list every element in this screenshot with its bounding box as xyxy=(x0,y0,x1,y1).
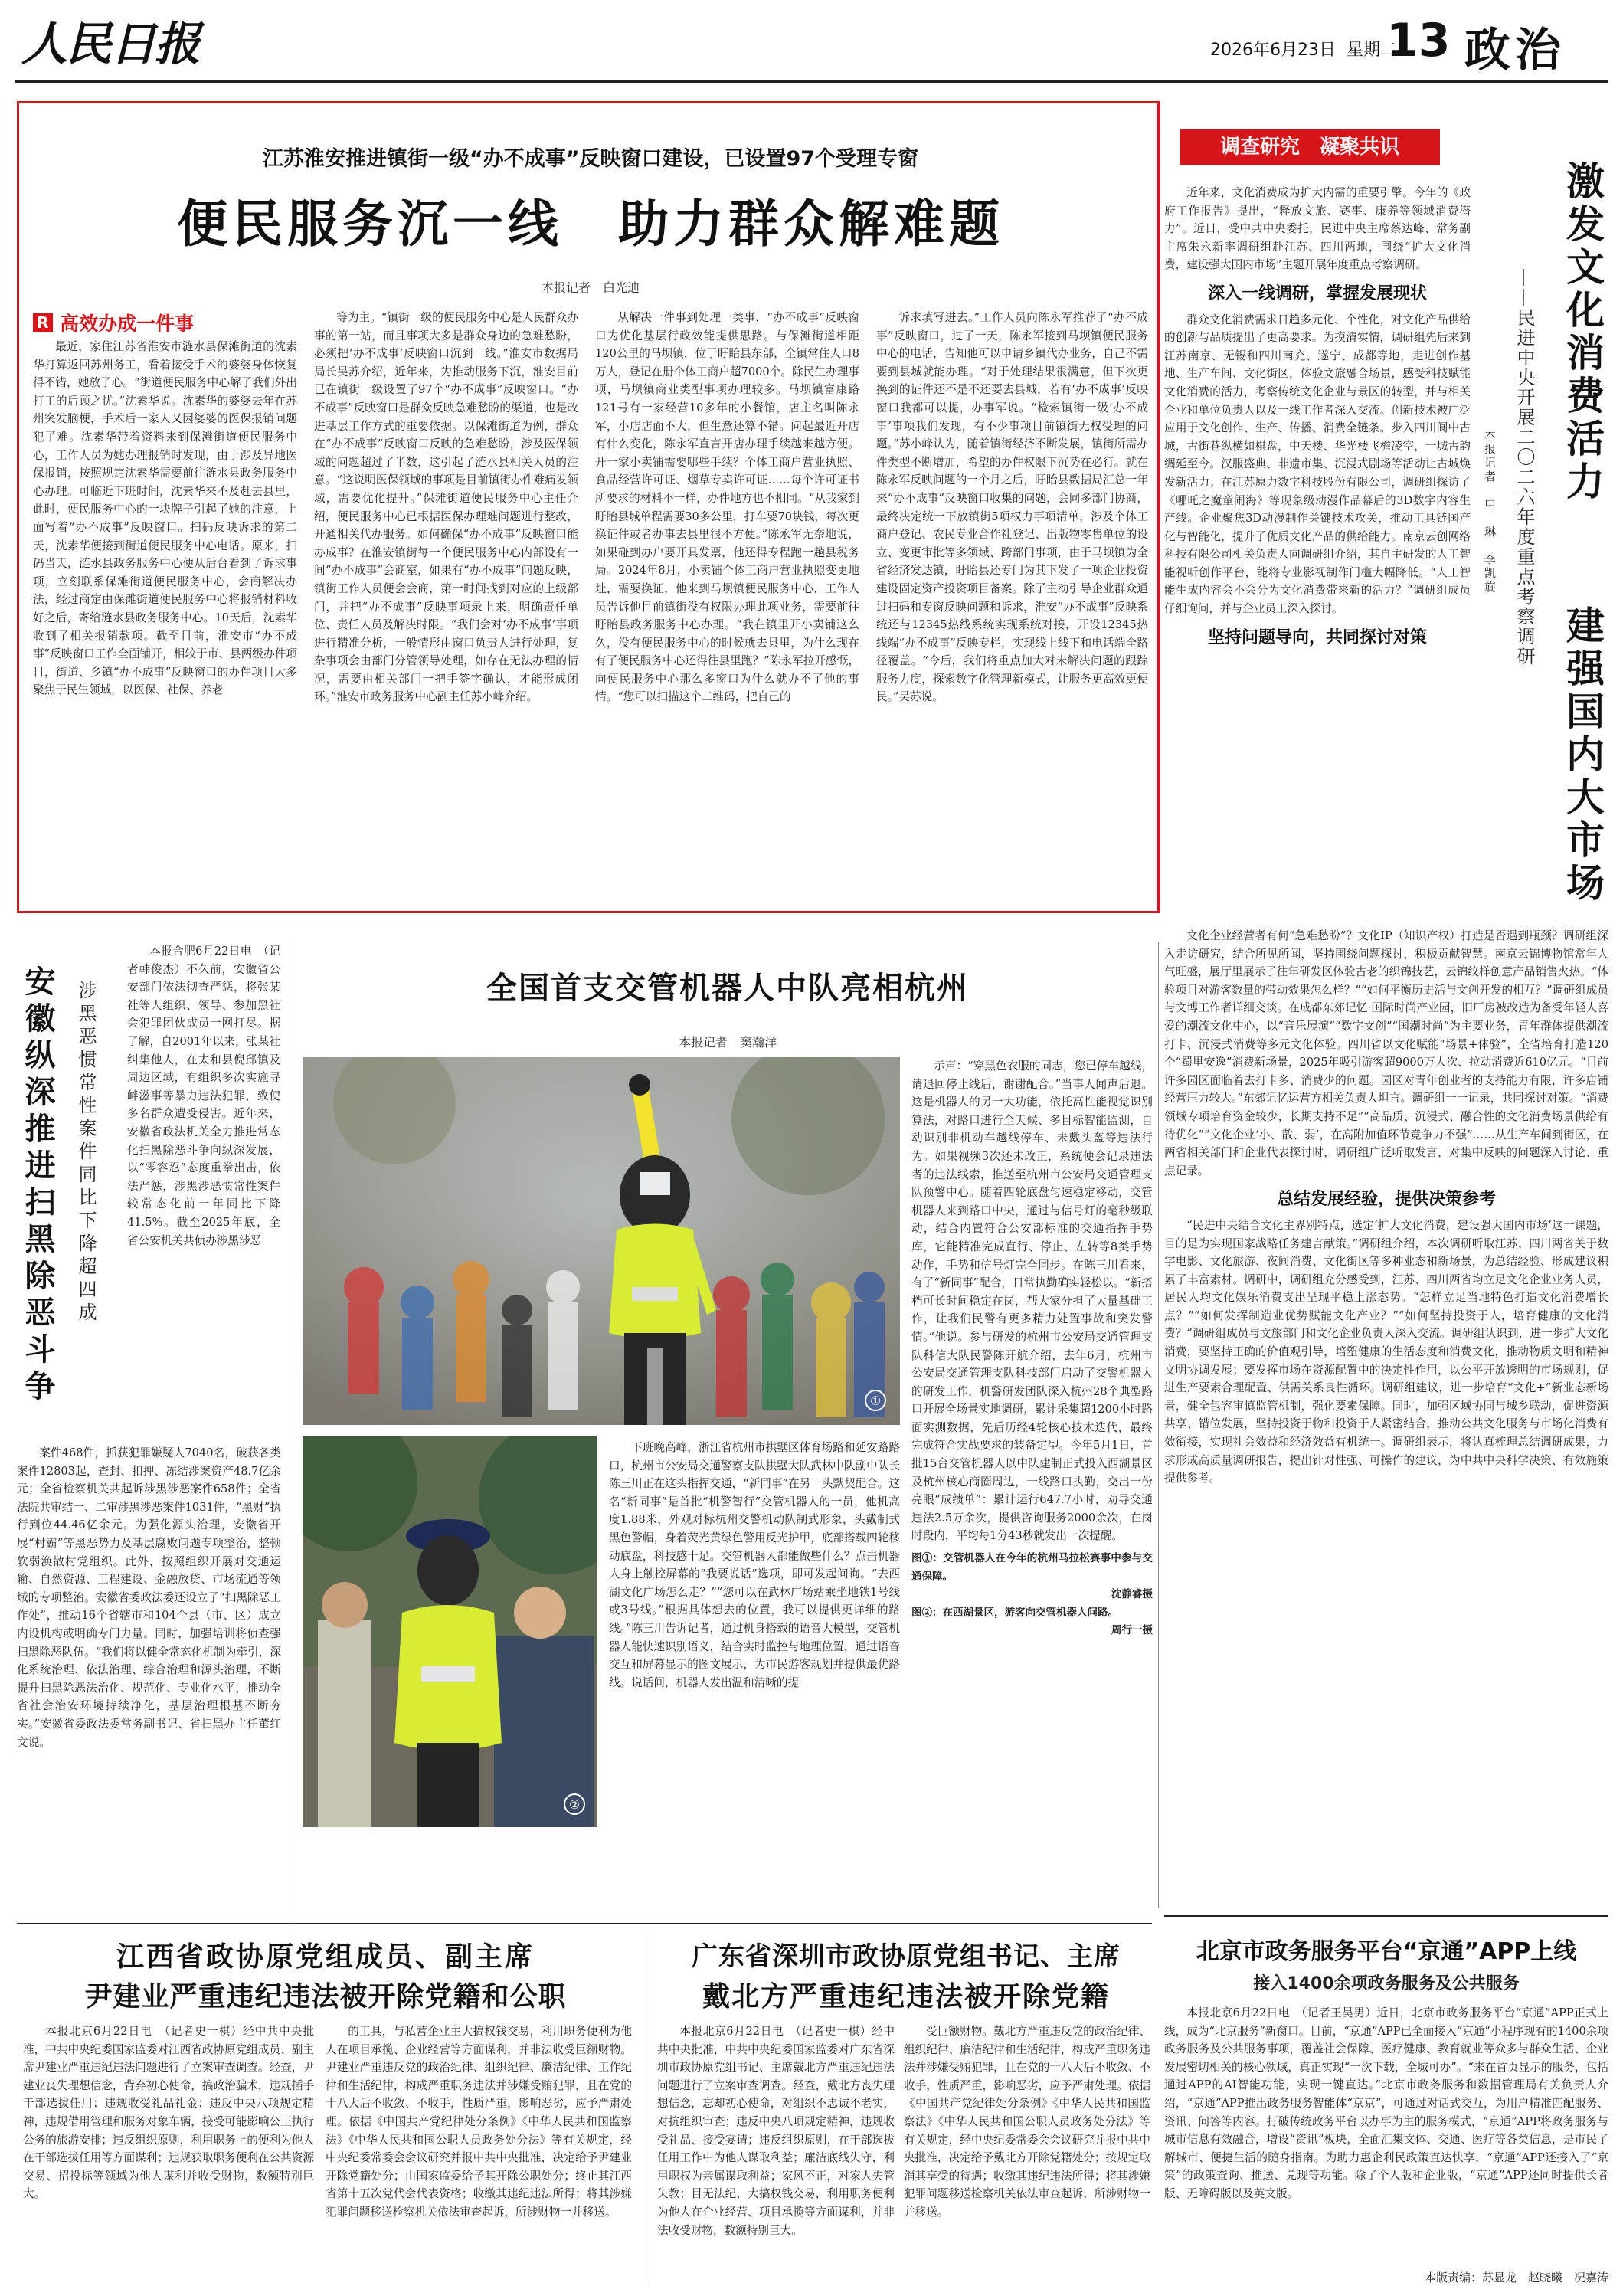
right-byline: 本报记者 申 琳 李凯旋 xyxy=(1483,429,1497,594)
tourist-robot-image xyxy=(303,1436,597,1827)
jiangxi-col-2 xyxy=(326,2023,632,2275)
beijing-subtitle: 接入1400余项政务服务及公共服务 xyxy=(1253,1974,1520,1993)
section-head-text: 高效办成一件事 xyxy=(60,313,195,335)
main-headline: 便民服务沉一线 助力群众解难题 xyxy=(177,195,1004,254)
right-p2: 文化企业经营者有何“急难愁盼”？文化IP（知识产权）打造是否遇到瓶颈？调研组深入走访研究，结合所见所闻，坚持围绕问题探讨，积极贡献智慧。南京云锦博物馆常年人气旺盛，展厅里展示了往年研发区体验古老的织锦技艺，云锦纹样创意产品销售火热。“体验项目对游客数量的带动效果怎么样？”“如何平衡历史活与文创开发的相互？”调研组成员与文博工作者详细交谈。在成都东郊记忆·国际时尚产业园，旧厂房被改造为备受年轻人喜爱的潮流文化中心，以“音乐展演”“数字文创”“国潮时尚”为主要业务，青年群体提供潮流打卡、沉浸式消费等多元文化体验。四川省以文化赋能“场景+体验”，全省培育打造120个“蜀里安逸”消费新场景，2025年吸引游客超9000万人次、拉动消费近610亿元。“目前许多园区面临着去打卡多、消费少的问题。园区对青年创业者的支持能力有限，许多店铺经营压力较大。”东郊记忆运营方相关负责人坦言。调研组一一记录，共同探讨对策。“消费领域专项培育资金较少，长期支持不足”“高品质、沉浸式、融合性的文化消费场景供给有待优化”“文化企业‘小、散、弱’，在高附加值环节竞争力不强”……从生产车间到街区，在两省相关部门和企业代表探讨时，调研组广泛听取发言，对集中反映的问题深入讨论、重点记录。 xyxy=(1164,929,1608,1177)
bottom-row-rule xyxy=(17,1923,1152,1924)
beijing-col xyxy=(1164,2004,1608,2262)
main-col-1-text: 最近，家住江苏省淮安市涟水县保滩街道的沈素华打算返回苏州务工，看着接受手术的婆婆身体恢复得不错，她放了心。“街道便民服务中心解了我们外出打工的后顾之忧。”沈素华说。沈素华的婆婆去年在苏州突发脑梗，手术后一家人又因婆婆的医保报销问题犯了难。沈素华带着资料来到保滩街道便民服务中心，工作人员为她办理报销时发现，由于涉及异地医保报销，按照规定沈素华需要前往涟水县政务服务中心办理。可临近下班时间，沈素华来不及赶去县里，此时，便民服务中心的一块牌子引起了她的注意，上面写着“办不成事”反映窗口。扫码反映诉求的第二天，沈素华便接到街道便民服务中心电话。原来，扫码当天，涟水县政务服务中心便从后台看到了诉求事项，立刻联系保滩街道便民服务中心，会商解决办法，经过商定由保滩街道便民服务中心将报销材料收好之后，寄给涟水县政务服务中心。10天后，沈素华收到了相关报销款项。截至目前，淮安市“办不成事”反映窗口工作全面铺开，相较于市、县两级办件项目，街道、乡镇“办不成事”反映窗口的办件项目大多聚焦于民生领域，以医保、社保、养老 xyxy=(33,340,297,697)
masthead-rule xyxy=(15,80,1608,83)
anhui-col-1-text: 本报合肥6月22日电 （记者韩俊杰）不久前，安徽省公安部门依法彻查严惩，将张某社等人组织、领导、参加黑社会犯罪团伙成员一网打尽。据了解，自2001年以来，张某社纠集他人，在太和县倪邱镇及周边区域，有组织多次实施寻衅滋事等暴力违法犯罪，致使多名群众遭受侵害。近年来，安徽省政法机关全力推进常态化扫黑除恶斗争向纵深发展，以“零容忍”态度重拳出击，依法严惩，涉黑涉恶惯常性案件较常态化前一年同比下降41.5%。截至2025年底，全省公安机关共侦办涉黑涉恶 xyxy=(127,945,280,1247)
photo-tourist-robot xyxy=(303,1436,597,1827)
jiangxi-col-1 xyxy=(23,2023,314,2275)
anhui-col-1 xyxy=(127,942,280,1440)
main-story-box xyxy=(17,101,1160,913)
main-byline: 本报记者 白光迪 xyxy=(541,280,640,295)
photo1-number: ① xyxy=(869,1394,882,1408)
shenzhen-col-1-text: 本报北京6月22日电 （记者史一棋）经中共中央批准，中共中央纪委国家监委对广东省深圳市政协原党组书记、主席戴北方严重违纪违法问题进行了立案审查调查。经查，戴北方丧失理想信念，忘却初心使命，对组织不忠诚不老实，对抗组织审查；违反中央八项规定精神，违规收受礼品、接受宴请；违反组织原则，在干部选拔任用工作中为他人谋取利益；廉洁底线失守，利用职权为亲属谋取利益；家风不正，对家人失管失教；目无法纪，大搞权钱交易，利用职务便利为他人在企业经营、项目承揽等方面谋利，并非法收受财物，数额特别巨大。 xyxy=(657,2025,895,2237)
robot-credit-2: 周行一摄 xyxy=(1111,1624,1153,1637)
jiangxi-title-b: 尹建业严重违纪违法被开除党籍和公职 xyxy=(84,1981,567,2013)
robot-title: 全国首支交管机器人中队亮相杭州 xyxy=(486,971,969,1006)
right-p1: 群众文化消费需求日趋多元化、个性化，对文化产品供给的创新与品质提出了更高要求。为摸清实情，调研组先后来到江苏南京、无锡和四川南充、遂宁、成都等地，走进创作基地、生产车间、文化街区，体验文旅融合场景，感受科技赋能文化消费的活力，考察传统文化企业与景区的转型，并与相关企业和单位负责人以及一线工作者深入交流。创新技术被广泛应用于文化创作、生产、传播、消费全链条。步入四川阆中古城，古街巷纵横如棋盘，中天楼、华光楼飞檐凌空，一城古韵绸延至今。汉服盛典、非遗市集、沉浸式剧场等活动让古城焕发新活力；在江苏原力数字科技股份有限公司，调研组探访了《哪吒之魔童闹海》等现象级动漫作品幕后的3D数字内容生产线。企业聚焦3D动漫制作关键技术攻关，推动工具链国产化与智能化，提升了优质文化产品的供给能力。南京云创网络科技有限公司相关负责人向调研组介绍，其自主研发的人工智能视听创作平台，能将专业影视制作门槛大幅降低。“人工智能生成内容会不会分为文化消费带来新的活力？”调研组成员仔细询问，并与企业员工深入探讨。 xyxy=(1164,313,1471,616)
right-p3: “民进中央结合文化主界别特点，选定‘扩大文化消费，建设强大国内市场’这一课题，目的是为实现国家战略任务建言献策。”调研组介绍，本次调研听取江苏、四川两省关于数字电影、文化旅游、夜间消费、文化街区等多种业态和新场景，为总结经验、形成建议积累了丰富素材。调研中，调研组充分感受到，江苏、四川两省均立足文化企业业务人员，居民人均文化娱乐消费支出呈现平稳上涨态势。“怎样立足当地特色打造文化消费增长点？”“如何发挥制造业优势赋能文化产业？”“如何坚持投资于人，培育健康的文化消费？”调研组成员与文旅部门和文化企业负责人深入交流。调研组认识到，进一步扩大文化消费，要坚持正确的价值观引导，培塑健康的生活态度和消费文化，推动物质文明和精神文明协调发展；要发挥市场在资源配置中的决定性作用，以公平开放透明的市场规则，促进生产要素合理配置、供需关系良性循环。调研组建议，进一步培育“文化+”新业态新场景，健全包容审慎监管机制，强化要素保障。同时，加强区域协同与城乡联动，促进资源共享、错位发展，坚持投资于物和投资于人紧密结合，推动公共文化服务与市场化消费有效衔接，实现社会效益和经济效益有机统一。调研组表示，将认真梳理总结调研成果，力求形成高质量调研报告，提出针对性强、可操作的建议，为中共中央科学决策、有效施策提供参考。 xyxy=(1164,1218,1608,1485)
r-marker-icon: R xyxy=(33,313,53,332)
newspaper-logo: 人民日报 xyxy=(21,18,199,71)
beijing-text: 本报北京6月22日电 （记者王昊男）近日，北京市政务服务平台“京通”APP正式上线，成为“北京服务”新窗口。目前，“京通”APP已全面接入“京通”小程序现有的1400余项政务服务及公共服务事项，覆盖社会保障、医疗健康、教育就业等众多与群众生活、企业发展密切相关的核心领域，真正实现“一次下载，全城可办”。“来在首页显示的服务，包括通过APP的AI智能功能，实现一键直达。”北京市政务服务和数据管理局有关负责人介绍，“京通”APP推出政务服务智能体“京京”，可通过对话式交互，为用户精准匹配服务、资讯、问答等内容。打破传统政务平台以办事为主的服务模式，“京通”APP将政务服务与城市信息有效融合，增设“资讯”板块，全面汇集文体、交通、医疗等各类信息，是市民了解城市、便捷生活的随身指南。为助力惠企利民政策直达快享，“京通”APP还接入了“京策”的政策查询、推送、兑现等功能。除了个人版和企业版，“京通”APP还同时提供长者版、无障碍版以及英文版。 xyxy=(1164,2006,1608,2200)
section-head xyxy=(33,309,194,336)
robot-text-1: 下班晚高峰，浙江省杭州市拱墅区体育场路和延安路路口，杭州市公安局交通警察支队拱墅大队武林中队副中队长陈三川正在这头指挥交通，“新同事”在另一头默契配合。这名“新同事”是首批“机警智行”交管机器人的一员，他机高度1.88米，外观对标杭州交警机动队制式形象，头戴制式黑色警帽，身着荧光黄绿色警用反光护甲，底部搭载四轮移动底盘，科技感十足。交管机器人都能做些什么？点击机器人身上触控屏幕的“我要说话”选项，即可发起问询。“去西湖文化广场怎么走？”“您可以在武林广场站乘坐地铁1号线或3号线。”根据具体想去的位置，我可以提供更详细的路线。”陈三川告诉记者，通过机身搭载的语音大模型，交管机器人能快速识别语义，结合实时监控与地理位置，通过语音交互和屏幕显示的图文展示，为市民游客规划并提供最优路线。说话间，机器人发出温和清晰的提 xyxy=(609,1441,900,1689)
right-h2: 坚持问题导向，共同探讨对策 xyxy=(1207,627,1427,647)
page-editors: 本版责编：苏显龙 赵晓曦 况嘉涛 xyxy=(1424,2271,1608,2285)
right-intro: 近年来，文化消费成为扩大内需的重要引擎。今年的《政府工作报告》提出，“释放文旅、赛事、康养等领域消费潜力”。近日，受中共中央委托，民进中央主席蔡达峰、常务副主席朱永新率调研组赴江苏、四川两地，围绕“扩大文化消费，建设强大国内市场”主题开展年度重点考察调研。 xyxy=(1164,186,1471,272)
robot-right-divider xyxy=(1158,942,1159,1908)
shenzhen-col-1 xyxy=(657,2023,895,2275)
main-col-4 xyxy=(876,309,1148,905)
main-col-2 xyxy=(314,309,578,905)
weekday-text: 星期二 xyxy=(1346,41,1397,60)
right-col-top xyxy=(1164,184,1471,919)
main-col-3-text: 从解决一件事到处理一类事，“办不成事”反映窗口为优化基层行政效能提供思路。与保滩街道相距120公里的马坝镇，位于盱眙县东部，全镇常住人口8万人，登记在册个体工商户超7000个。除民生办理事项，马坝镇商业类型事项办理较多。马坝镇富康路121号有一家经营10多年的小餐馆，店主名叫陈永军，小店店面不大，但生意还算不错。问起最近开店有什么变化，陈永军直言开店办理手续越来越方便。开一家小卖铺需要哪些手续？个体工商户营业执照、食品经营许可证、烟草专卖许可证……每个许可证书所要求的材料不一样，办件地方也不相同。“从我家到盱眙县城单程需要30多公里，打车要70块钱，每次更换证件或者办事去县里很不方便。”陈永军无奈地说，如果碰到办户要开具发票，他还得专程跑一趟县税务局。2024年8月，小卖铺个体工商户营业执照变更地址，需要换证，他来到马坝镇便民服务中心，工作人员告诉他目前镇街没有权限办理此项业务，需要前往盱眙县政务服务中心办理。“我在镇里开小卖铺这么久，没有便民服务中心的时候就去县里，为什么现在有了便民服务中心还得往县里跑？”陈永军拉开感慨，向便民服务中心那么多窗口为什么就办不了他的事情。“您可以扫描这个二维码，把自己的 xyxy=(595,311,859,704)
jiangxi-col-1-text: 本报北京6月22日电 （记者史一棋）经中共中央批准，中共中央纪委国家监委对江西省政协原党组成员、副主席尹建业严重违纪违法问题进行了立案审查调查。经查，尹建业丧失理想信念，背弃初心使命，搞政治骗术，违规插手干部选拔任用；违规收受礼品礼金；违反中央八项规定精神，违规借用管理和服务对象车辆，接受可能影响公正执行公务的旅游安排；违反组织原则，利用职务上的便利为他人在干部选拔任用等方面谋利；违规获取职务便利在公共资源交易、招投标等领域为他人谋利并收受财物，数额特别巨大。 xyxy=(23,2025,314,2201)
robot-caption-1: 图①：交管机器人在今年的杭州马拉松赛事中参与交通保障。 xyxy=(911,1552,1153,1583)
main-col-1 xyxy=(33,338,297,905)
beijing-rule xyxy=(1164,1915,1608,1917)
shenzhen-col-2 xyxy=(904,2023,1150,2275)
marathon-robot-image xyxy=(303,1057,900,1425)
right-subtitle: ——民进中央开展二〇二六年度重点考察调研 xyxy=(1513,268,1535,667)
robot-caption-2: 图②：在西湖景区，游客向交管机器人问路。 xyxy=(911,1606,1118,1619)
survey-tag: 调查研究 凝聚共识 xyxy=(1180,129,1440,165)
main-kicker: 江苏淮安推进镇街一级“办不成事”反映窗口建设，已设置97个受理专窗 xyxy=(262,147,919,171)
right-h1: 深入一线调研，掌握发展现状 xyxy=(1207,283,1427,303)
page-number: 13 xyxy=(1386,14,1451,67)
robot-byline: 本报记者 窦瀚洋 xyxy=(678,1035,777,1050)
jiangxi-title-a: 江西省政协原党组成员、副主席 xyxy=(116,1941,535,1973)
right-h3: 总结发展经验，提供决策参考 xyxy=(1276,1190,1496,1210)
robot-credit-1: 沈静睿摄 xyxy=(1111,1588,1153,1601)
right-title-a: 激发文化消费活力 xyxy=(1560,161,1605,504)
robot-text-2: 示声：“穿黑色衣服的同志，您已停车越线，请退回停止线后，谢谢配合。”当事人闻声后退。这是机器人的另一大功能，依托高性能视觉识别算法，对路口进行全天候、多目标智能监测，自动识别非机动车越线停车、未戴头盔等违法行为。如果视频3次还未改正，系统便会记录违法者的违法线索，推送至杭州市公安局交通管理支队预警中心。随着四轮底盘匀速稳定移动，交管机器人来到路口中央，通过与信号灯的毫秒级联动，结合内置符合公安部标准的交通指挥手势库，它能精准完成直行、停止、左转等8类手势动作，手势和信号灯完全同步。在陈三川看来，有了“新同事”配合，日常执勤确实轻松以。“新搭档可长时间稳定在岗，帮大家分担了大量基础工作，让我们民警有更多精力处置事故和突发警情。”他说。参与研发的杭州市公安局交通管理支队科信大队民警陈开航介绍，去年6月，杭州市公安局交通管理支队科技部门启动了交警机器人的研发工作，机警研发团队深入杭州28个典型路口开展全场景实地调研，累计采集超1200小时路面实测数据，先后历经4轮核心技术迭代，最终完成符合实战要求的装备定型。今年5月1日，首批15台交管机器人以中队建制正式投入西湖景区及杭州核心商圈周边，一线路口执勤，交出一份亮眼“成绩单”：累计运行647.7小时，劝导交通违法2.5万余次，提供咨询服务2000余次，在岗时段内，平均每1分43秒就发出一次提醒。 xyxy=(911,1060,1153,1543)
main-col-4-text: 诉求填写进去。”工作人员向陈永军推荐了“办不成事”反映窗口，过了一天，陈永军接到马坝镇便民服务中心的电话，告知他可以申请乡镇代办业务，自己不需要到县城就能办理。“对于处理结果很满意，但下次更换到的证件还不是不还要去县城，若有‘办不成事’反映窗口我都可以提，办事军说。“检索镇街一级‘办不成事’事项我们发现，有不少事项目前镇街无权受理的问题。”苏小峰认为，随着镇街经济不断发展，镇街所需办件类型不断增加，希望的办件权限下沉势在必行。就在陈永军反映问题的一个月之后，盱眙县数据局汇总一年来“办不成事”反映窗口收集的问题，会同多部门协商，最终决定统一下放镇街5项权力事项清单，涉及个体工商户登记、农民专业合作社登记、出版物零售单位的设立、变更审批等多领域、跨部门事项，由于马坝镇为全省经济发达镇，盱眙县还专门为其下发了一项企业投资建设固定资产投资项目备案。除了主动引导企业群众通过扫码和专窗反映问题和诉求，淮安“办不成事”反映系统还与12345热线系统实现系统对接，开设12345热线端“办不成事”反映专栏，实现线上线下和电话端全路径覆盖。“今后，我们将重点加大对未解决问题的跟踪服务力度，探索数字化管理新模式，让服务更高效更便民。”吴苏说。 xyxy=(876,311,1148,704)
main-col-2-text: 等为主。“镇街一级的便民服务中心是人民群众办事的第一站，而且事项大多是群众身边的急难愁盼，必须把‘办不成事’反映窗口沉到一线。”淮安市数据局局长吴苏介绍，近年来，为推动服务下沉，淮安目前已在镇街一级设置了97个“办不成事”反映窗口。“办不成事”反映窗口是群众反映急难愁盼的渠道，也是改进基层工作方式的重要依据。以保滩街道为例，群众在“办不成事”反映窗口反映的急难愁盼，涉及医保领域的问题超过了半数，这引起了涟水县相关人员的注意。“这说明医保领域的事项是目前镇街办件难痛发领域，需要优化提升。”保滩街道便民服务中心主任介绍，便民服务中心已根据医保办理难问题进行整改，开通相关代办服务。如何确保“办不成事”反映窗口能办成事？在淮安镇街每一个便民服务中心内部设有一间“办不成事”会商室，如果有“办不成事”问题反映，镇街工作人员便会会商，第一时间找到对应的上级部门，并把“办不成事”反映事项录上来，明确责任单位、责任人员及解决时限。“我们会对‘办不成事’事项进行精准分析，一般情形由窗口负责人进行处理，复杂事项会由部门分管领导处理，如存在无法办理的情况，需要由相关部门一把手签字确认，才能形成闭环。”淮安市政务服务中心副主任苏小峰介绍。 xyxy=(314,311,578,704)
shenzhen-title-b: 戴北方严重违纪违法被开除党籍 xyxy=(702,1981,1110,2013)
anhui-col-2-text: 案件468件，抓获犯罪嫌疑人7040名，破获各类案件12803起，查封、扣押、冻结涉案资产48.7亿余元；全省检察机关共起诉涉黑涉恶案件658件；全省法院共审结一、二审涉黑涉恶案件1031件，“黑财”执行到位44.46亿余元。为强化源头治理，安徽省开展“村霸”等黑恶势力及基层腐败问题专项整治，整顿软弱涣散村党组织。此外，按照组织开展对交通运输、自然资源、工程建设、金融放贷、市场流通等领域的专项整治。安徽省委政法委还设立了“扫黑除恶工作处”，推动16个省辖市和104个县（市、区）成立内设机构或明确专门力量。同时，加强培训将侦查强扫黑除恶队伍。“我们将以健全常态化机制为牵引，深化系统治理、依法治理、综合治理和源头治理，不断提升扫黑除恶法治化、规范化、专业化水平，推动全省社会治安环境持续净化，基层治理根基不断夯实。”安徽省委政法委常务副书记、省扫黑办主任董红文说。 xyxy=(17,1446,281,1749)
main-col-3 xyxy=(595,309,859,905)
beijing-title: 北京市政务服务平台“京通”APP上线 xyxy=(1196,1938,1577,1965)
jiangxi-col-2-text: 的工具，与私营企业主大搞权钱交易，利用职务便利为他人在项目承揽、企业经营等方面谋利，并非法收受巨额财物。尹建业严重违反党的政治纪律、组织纪律、廉洁纪律、工作纪律和生活纪律，构成严重职务违法并涉嫌受贿犯罪，且在党的十八大后不收敛、不收手，性质严重，影响恶劣，应予严肃处理。依据《中国共产党纪律处分条例》《中华人民共和国监察法》《中华人民共和国公职人员政务处分法》等有关规定，经中央纪委常委会会议研究并报中共中央批准，决定给予尹建业开除党籍处分；由国家监委给予其开除公职处分；终止其江西省第十五次党代会代表资格；收缴其违纪违法所得；将其涉嫌犯罪问题移送检察机关依法审查起诉，所涉财物一并移送。 xyxy=(326,2025,632,2219)
anhui-subtitle: 涉黑恶惯常性案件同比下降超四成 xyxy=(75,981,97,1325)
photo-marathon-robot xyxy=(303,1057,900,1425)
robot-col-a xyxy=(609,1439,900,1822)
anhui-col-2 xyxy=(17,1444,281,1965)
date-text: 2026年6月23日 xyxy=(1210,41,1336,60)
shenzhen-title-a: 广东省深圳市政协原党组书记、主席 xyxy=(692,1941,1121,1972)
photo2-number: ② xyxy=(568,1797,581,1812)
masthead xyxy=(0,0,1623,77)
robot-col-b xyxy=(911,1057,1153,1908)
right-col-bottom xyxy=(1164,927,1608,1908)
issue-date xyxy=(1210,37,1397,61)
section-name: 政治 xyxy=(1464,24,1566,77)
right-title-b: 建强国内大市场 xyxy=(1560,605,1605,906)
anhui-title: 安徽纵深推进扫黑除恶斗争 xyxy=(20,965,55,1407)
shenzhen-col-2-text: 受巨额财物。戴北方严重违反党的政治纪律、组织纪律、廉洁纪律和生活纪律，构成严重职务违法并涉嫌受贿犯罪，且在党的十八大后不收敛、不收手，性质严重，影响恶劣，应予严肃处理。依据《中国共产党纪律处分条例》《中华人民共和国监察法》《中华人民共和国公职人员政务处分法》等有关规定，经中央纪委常委会会议研究并报中共中央批准，决定给予戴北方开除党籍处分；按规定取消其享受的待遇；收缴其违纪违法所得；将其涉嫌犯罪问题移送检察机关依法审查起诉，所涉财物一并移送。 xyxy=(904,2025,1150,2219)
